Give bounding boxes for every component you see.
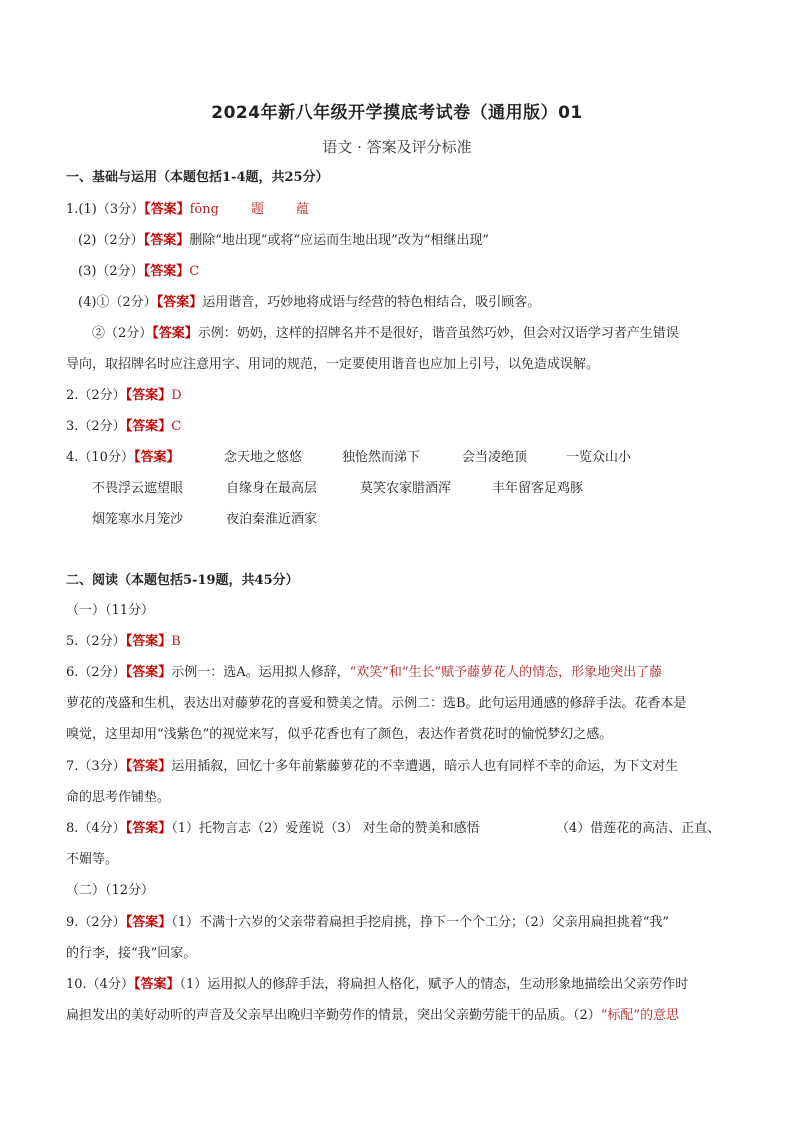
q6-line3: 嗅觉，这里却用“浅紫色”的视觉来写，似乎花香也有了颜色，表达作者赏花时的愉悦梦幻之感。: [66, 727, 613, 742]
q1-1-line: [66, 200, 734, 220]
answer-label: 【答案】: [125, 915, 172, 930]
part2-heading: （二）（12分）: [66, 883, 155, 898]
q1-2-line: [78, 231, 734, 251]
q7-line2: 命的思考作铺垫。: [66, 790, 171, 805]
q1-1-answer-b: 题: [250, 202, 264, 217]
q1-1-answer-a: fōng: [189, 202, 219, 217]
q1-2-answer: 删除“地出现”或将“应运而生地出现”改为“相继出现”: [189, 233, 490, 248]
q1-4b-line: [92, 324, 734, 344]
part1-heading: （一）（11分）: [66, 603, 155, 618]
q3-line: [66, 417, 734, 437]
q4-row3-2: 夜泊秦淮近酒家: [226, 512, 318, 527]
q5-answer: B: [171, 634, 181, 649]
answer-label: 【答案】: [133, 450, 180, 465]
q1-4b-prefix: ②（2分）: [92, 326, 153, 341]
answer-label: 【答案】: [143, 233, 190, 248]
q1-4a-line: [78, 293, 734, 313]
q7-prefix: 7.（3分）: [66, 759, 126, 774]
q1-2-prefix: (2)（2分）: [78, 233, 144, 248]
q9-line2: 的行李，接“我”回家。: [66, 946, 197, 961]
q1-1-answer-c: 蕴: [295, 202, 309, 217]
q5-line: [66, 632, 734, 652]
q8-answer: （1）托物言志（2）爱莲说（3） 对生命的赞美和感悟: [171, 821, 480, 836]
q10-line2a: 扁担发出的美好动听的声音及父亲早出晚归辛勤劳作的情景，突出父亲勤劳能干的品质。（2）: [66, 1008, 601, 1023]
answer-label: 【答案】: [144, 202, 190, 217]
q8-answer-b: （4）借莲花的高洁、正直、: [556, 821, 721, 836]
q9-answer: （1）不满十六岁的父亲带着扁担手挖肩挑，挣下一个个工分；（2）父亲用扁担挑着“我”: [171, 915, 670, 930]
answer-label: 【答案】: [125, 821, 172, 836]
section2-heading: 二、阅读（本题包括5-19题，共45分）: [66, 573, 299, 588]
q4-row1-4: 一览众山小: [566, 450, 632, 465]
q2-prefix: 2.（2分）: [66, 388, 126, 403]
answer-label: 【答案】: [133, 977, 180, 992]
q10-answer: （1）运用拟人的修辞手法，将扁担人格化，赋予人的情态，生动形象地描绘出父亲劳作时: [179, 977, 689, 992]
page-title: 2024年新八年级开学摸底考试卷（通用版）01: [211, 103, 583, 123]
answer-label: 【答案】: [152, 326, 198, 341]
q6-line: [66, 663, 734, 683]
q7-line: [66, 757, 734, 777]
q1-4a-answer: 运用谐音，巧妙地将成语与经营的特色相结合，吸引顾客。: [202, 295, 541, 310]
q1-4b-line2: 导向，取招牌名时应注意用字、用词的规范，一定要使用谐音也应加上引号，以免造成误解。: [66, 357, 600, 372]
q8-line2: 不媚等。: [66, 852, 119, 867]
answer-label: 【答案】: [125, 419, 172, 434]
answer-label: 【答案】: [125, 634, 172, 649]
section1-heading: 一、基础与运用（本题包括1-4题，共25分）: [66, 170, 329, 185]
q9-prefix: 9.（2分）: [66, 915, 126, 930]
q3-prefix: 3.（2分）: [66, 419, 126, 434]
q1-3-answer: C: [189, 264, 200, 279]
q6-prefix: 6.（2分）: [66, 665, 126, 680]
q1-3-prefix: (3)（2分）: [78, 264, 144, 279]
q4-row1-2: 独怆然而涕下: [342, 450, 421, 465]
q2-line: [66, 386, 734, 406]
answer-label: 【答案】: [125, 665, 172, 680]
q4-row2-2: 自缘身在最高层: [226, 481, 318, 496]
q10-line2: [66, 1006, 734, 1026]
q4-row2-1: 不畏浮云遮望眼: [92, 481, 184, 496]
q6-answer-a: 示例一：选A。运用拟人修辞，: [171, 665, 350, 680]
answer-label: 【答案】: [125, 388, 172, 403]
q4-row2-4: 丰年留客足鸡豚: [492, 481, 584, 496]
answer-label: 【答案】: [156, 295, 203, 310]
q1-4b-answer: 示例：奶奶，这样的招牌名并不是很好，谐音虽然巧妙，但会对汉语学习者产生错误: [197, 326, 679, 341]
q6-answer-b: “欢笑”和“生长”赋予藤萝花人的情态，形象地突出了藤: [349, 665, 663, 680]
q4-row1-3: 会当凌绝顶: [462, 450, 528, 465]
q4-prefix: 4.（10分）: [66, 450, 134, 465]
answer-label: 【答案】: [143, 264, 190, 279]
q1-3-line: [78, 262, 734, 282]
q8-prefix: 8.（4分）: [66, 821, 126, 836]
q3-answer: C: [171, 419, 182, 434]
page-subtitle: 语文 · 答案及评分标准: [322, 138, 472, 156]
q4-row1-1: 念天地之悠悠: [224, 450, 303, 465]
q7-answer: 运用插叙，回忆十多年前紫藤萝花的不幸遭遇，暗示人也有同样不幸的命运，为下文对生: [171, 759, 679, 774]
q5-prefix: 5.（2分）: [66, 634, 126, 649]
q4-row3-1: 烟笼寒水月笼沙: [92, 512, 184, 527]
q10-line: [66, 975, 734, 995]
q10-prefix: 10.（4分）: [66, 977, 134, 992]
q4-row2-3: 莫笑农家腊酒浑: [360, 481, 452, 496]
q2-answer: D: [171, 388, 182, 403]
answer-label: 【答案】: [125, 759, 172, 774]
q10-line2b: “标配”的意思: [600, 1008, 680, 1023]
q9-line: [66, 913, 734, 933]
q1-4a-prefix: (4)①（2分）: [78, 295, 157, 310]
q1-1-prefix: 1.(1)（3分）: [66, 202, 145, 217]
q6-line2: 萝花的茂盛和生机，表达出对藤萝花的喜爱和赞美之情。示例二：选B。此句运用通感的修辞手法。花香本是: [66, 696, 687, 711]
